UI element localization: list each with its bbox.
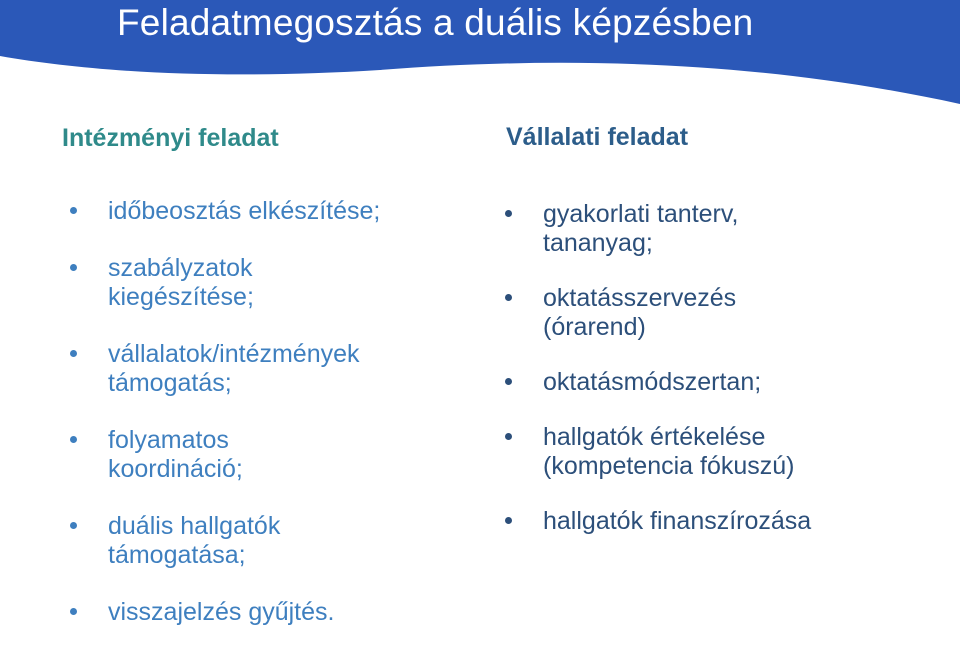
list-item	[505, 200, 813, 258]
list-item-text: folyamatos koordináció;	[108, 426, 243, 483]
slide-title: Feladatmegosztás a duális képzésben	[117, 2, 754, 43]
list-item	[70, 598, 438, 627]
list-item	[505, 507, 960, 536]
list-item-text: duális hallgatók támogatása;	[108, 512, 281, 569]
list-item-text: hallgatók értékelése (kompetencia fókuszú)	[543, 423, 795, 480]
list-item	[505, 284, 813, 342]
list-item-text: oktatásmódszertan;	[543, 368, 762, 396]
header-band	[0, 0, 960, 105]
right-column-heading: Vállalati feladat	[506, 123, 689, 151]
list-item	[70, 426, 308, 484]
list-item	[70, 254, 318, 312]
list-item-text: szabályzatok kiegészítése;	[108, 254, 254, 311]
list-item-text: vállalatok/intézmények támogatás;	[108, 340, 360, 397]
bullet-dot-icon	[70, 264, 77, 271]
list-item-text: gyakorlati tanterv, tananyag;	[543, 200, 739, 257]
left-column-heading: Intézményi feladat	[62, 124, 279, 152]
right-bullet-list	[505, 200, 945, 562]
bullet-dot-icon	[70, 608, 77, 615]
bullet-dot-icon	[505, 517, 512, 524]
bullet-dot-icon	[505, 378, 512, 385]
list-item	[70, 512, 338, 570]
bullet-dot-icon	[505, 433, 512, 440]
bullet-dot-icon	[505, 294, 512, 301]
bullet-dot-icon	[505, 210, 512, 217]
list-item	[505, 423, 873, 481]
bullet-dot-icon	[70, 350, 77, 357]
list-item-text: oktatásszervezés (órarend)	[543, 284, 737, 341]
left-bullet-list	[70, 197, 450, 655]
list-item	[70, 340, 418, 398]
bullet-dot-icon	[70, 522, 77, 529]
bullet-dot-icon	[70, 207, 77, 214]
list-item-text: időbeosztás elkészítése;	[108, 197, 381, 225]
list-item	[70, 197, 468, 226]
bullet-dot-icon	[70, 436, 77, 443]
list-item-text: visszajelzés gyűjtés.	[108, 598, 335, 626]
list-item-text: hallgatók finanszírozása	[543, 507, 812, 535]
list-item	[505, 368, 943, 397]
